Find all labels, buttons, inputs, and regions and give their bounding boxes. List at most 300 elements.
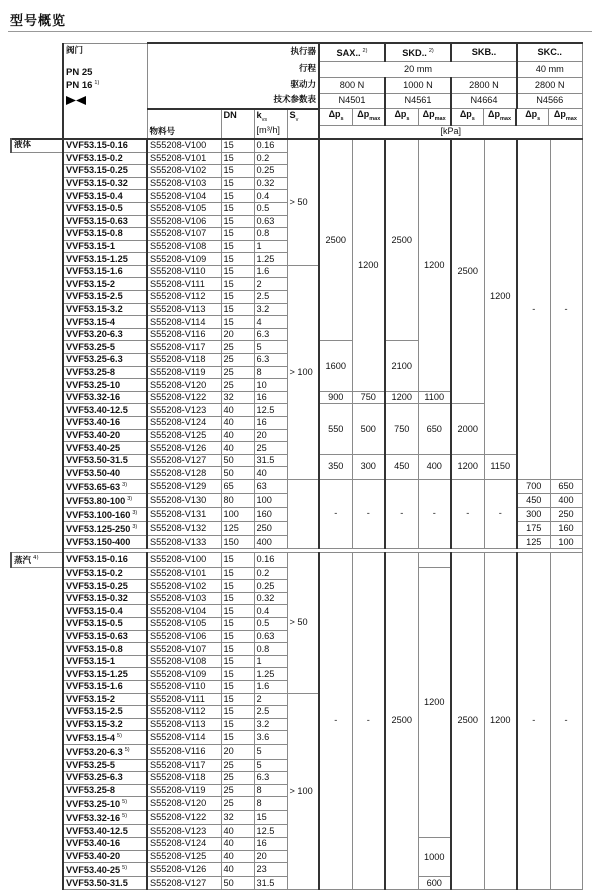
nominal-diameter: 15 bbox=[221, 177, 254, 190]
stroke-20mm: 20 mm bbox=[319, 62, 517, 78]
unit-kpa: [kPa] bbox=[440, 126, 461, 137]
material-number: S55208-V114 bbox=[147, 731, 221, 745]
kvs-value: 1.25 bbox=[254, 668, 287, 681]
nominal-diameter: 15 bbox=[221, 718, 254, 731]
model-number: VVF53.50-31.5 bbox=[63, 454, 147, 467]
valve-label: 阀门 bbox=[66, 45, 84, 56]
material-number: S55208-V120 bbox=[147, 379, 221, 392]
material-number: S55208-V119 bbox=[147, 366, 221, 379]
kvs-value: 23 bbox=[254, 863, 287, 877]
model-number: VVF53.15-0.5 bbox=[63, 202, 147, 215]
kvs-unit: [m³/h] bbox=[256, 125, 280, 136]
kvs-value: 63 bbox=[254, 479, 287, 493]
material-number: S55208-V103 bbox=[147, 592, 221, 605]
sax-pmax-value: - bbox=[352, 552, 385, 889]
material-number: S55208-V110 bbox=[147, 681, 221, 694]
kvs-value: 1.6 bbox=[254, 265, 287, 278]
kvs-value: 0.4 bbox=[254, 190, 287, 203]
kvs-value: 0.63 bbox=[254, 630, 287, 643]
material-number: S55208-V131 bbox=[147, 508, 221, 522]
nominal-diameter: 25 bbox=[221, 759, 254, 772]
kvs-value: 5 bbox=[254, 745, 287, 759]
skd-pmax-value: 600 bbox=[418, 877, 451, 890]
pn16-note: 1) bbox=[94, 79, 100, 86]
kvs-value: 3.2 bbox=[254, 718, 287, 731]
skd-pmax-value: 1100 bbox=[418, 391, 451, 404]
col-dps: $\Delta p_s$ bbox=[385, 109, 418, 125]
kvs-value: 2.5 bbox=[254, 291, 287, 304]
sax-pmax-value: - bbox=[352, 479, 385, 548]
material-number: S55208-V111 bbox=[147, 693, 221, 706]
nominal-diameter: 15 bbox=[221, 681, 254, 694]
kvs-value: 20 bbox=[254, 429, 287, 442]
nominal-diameter: 15 bbox=[221, 303, 254, 316]
skb-pmax-value: 1150 bbox=[484, 454, 517, 479]
material-number: S55208-V123 bbox=[147, 404, 221, 417]
nominal-diameter: 15 bbox=[221, 567, 254, 580]
kvs-value: 4 bbox=[254, 316, 287, 329]
kvs-value: 0.25 bbox=[254, 165, 287, 178]
sax-pmax-value: 500 bbox=[352, 404, 385, 454]
sv-value: > 50 bbox=[287, 139, 319, 265]
nominal-diameter: 15 bbox=[221, 630, 254, 643]
kvs-value: 250 bbox=[254, 522, 287, 536]
actuator-sax-note: 2) bbox=[362, 48, 368, 55]
model-number: VVF53.50-40 bbox=[63, 467, 147, 480]
skc-pmax-value: 160 bbox=[550, 522, 582, 536]
skb-pmax-value: 1200 bbox=[484, 139, 517, 454]
model-number: VVF53.15-2.5 bbox=[63, 706, 147, 719]
material-number: S55208-V116 bbox=[147, 328, 221, 341]
material-number: S55208-V116 bbox=[147, 745, 221, 759]
skb-ps-value: 1200 bbox=[451, 454, 484, 479]
material-number: S55208-V126 bbox=[147, 863, 221, 877]
material-number: S55208-V132 bbox=[147, 522, 221, 536]
skc-ps-value: - bbox=[517, 139, 550, 480]
kvs-value: 6.3 bbox=[254, 772, 287, 785]
kvs-value: 6.3 bbox=[254, 328, 287, 341]
material-number: S55208-V113 bbox=[147, 718, 221, 731]
actuator-skd: SKD.. bbox=[402, 48, 427, 59]
model-number: VVF53.15-2 bbox=[63, 693, 147, 706]
kvs-value: 1 bbox=[254, 655, 287, 668]
nominal-diameter: 15 bbox=[221, 228, 254, 241]
datasheet-sax: N4501 bbox=[319, 93, 385, 109]
col-dp-headers bbox=[319, 109, 582, 139]
page-title: 型号概览 bbox=[10, 14, 67, 29]
model-number: VVF53.25-10 bbox=[63, 379, 147, 392]
model-number: VVF53.15-0.16 bbox=[63, 139, 147, 152]
title-divider bbox=[8, 31, 592, 32]
model-number: VVF53.15-0.5 bbox=[63, 618, 147, 631]
material-number: S55208-V128 bbox=[147, 467, 221, 480]
material-number: S55208-V107 bbox=[147, 228, 221, 241]
nominal-diameter: 40 bbox=[221, 404, 254, 417]
skc-pmax-value: 250 bbox=[550, 508, 582, 522]
material-number: S55208-V119 bbox=[147, 784, 221, 797]
nominal-diameter: 25 bbox=[221, 797, 254, 811]
model-number: VVF53.15-1.25 bbox=[63, 668, 147, 681]
nominal-diameter: 15 bbox=[221, 592, 254, 605]
nominal-diameter: 15 bbox=[221, 693, 254, 706]
nominal-diameter: 100 bbox=[221, 508, 254, 522]
skb-pmax-value: 1200 bbox=[484, 552, 517, 889]
model-number: VVF53.40-16 bbox=[63, 838, 147, 851]
material-number: S55208-V106 bbox=[147, 630, 221, 643]
model-number: VVF53.80-100 $^{3)}$ bbox=[63, 494, 147, 508]
skd-ps-value: 2100 bbox=[385, 341, 418, 391]
kvs-value: 0.5 bbox=[254, 618, 287, 631]
sax-ps-value: 900 bbox=[319, 391, 352, 404]
stroke-40mm: 40 mm bbox=[517, 62, 582, 78]
model-number: VVF53.40-25 bbox=[63, 442, 147, 455]
force-skd: 1000 N bbox=[385, 77, 451, 93]
material-number: S55208-V102 bbox=[147, 580, 221, 593]
skd-pmax-value: 400 bbox=[418, 454, 451, 479]
material-number: S55208-V101 bbox=[147, 567, 221, 580]
nominal-diameter: 15 bbox=[221, 618, 254, 631]
skd-pmax-value: 1000 bbox=[418, 838, 451, 877]
nominal-diameter: 15 bbox=[221, 655, 254, 668]
nominal-diameter: 25 bbox=[221, 341, 254, 354]
force-skc: 2800 N bbox=[517, 77, 582, 93]
model-number: VVF53.15-3.2 bbox=[63, 303, 147, 316]
sv-label: S bbox=[289, 109, 296, 120]
material-number: S55208-V123 bbox=[147, 825, 221, 838]
material-number: S55208-V107 bbox=[147, 643, 221, 656]
nominal-diameter: 125 bbox=[221, 522, 254, 536]
model-number: VVF53.25-6.3 bbox=[63, 772, 147, 785]
nominal-diameter: 40 bbox=[221, 417, 254, 430]
valve-header bbox=[63, 43, 147, 109]
model-number: VVF53.15-0.2 bbox=[63, 152, 147, 165]
nominal-diameter: 15 bbox=[221, 165, 254, 178]
actuator-sax: SAX.. bbox=[336, 48, 361, 59]
kvs-value: 2 bbox=[254, 278, 287, 291]
kvs-value: 2.5 bbox=[254, 706, 287, 719]
material-number: S55208-V129 bbox=[147, 479, 221, 493]
model-overview-table bbox=[10, 42, 583, 890]
model-number: VVF53.15-2 bbox=[63, 278, 147, 291]
col-dps: $\Delta p_s$ bbox=[320, 109, 353, 125]
header-row-actuator bbox=[11, 43, 582, 62]
kvs-value: 3.6 bbox=[254, 731, 287, 745]
model-number: VVF53.15-0.32 bbox=[63, 177, 147, 190]
skc-ps-value: 300 bbox=[517, 508, 550, 522]
stroke-label: 行程 bbox=[147, 62, 319, 78]
kvs-value: 8 bbox=[254, 797, 287, 811]
skc-ps-value: 700 bbox=[517, 479, 550, 493]
sax-ps-value: 1600 bbox=[319, 341, 352, 391]
actuator-skb: SKB.. bbox=[471, 47, 497, 58]
col-dpmax: $\Delta p_{max}$ bbox=[418, 109, 451, 125]
actuator-label: 执行器 bbox=[147, 43, 319, 62]
two-way-valve-icon bbox=[66, 96, 86, 105]
datasheet-skc: N4566 bbox=[517, 93, 582, 109]
skb-pmax-value: - bbox=[484, 479, 517, 548]
kvs-value: 31.5 bbox=[254, 877, 287, 890]
nominal-diameter: 15 bbox=[221, 265, 254, 278]
material-number: S55208-V103 bbox=[147, 177, 221, 190]
nominal-diameter: 40 bbox=[221, 442, 254, 455]
nominal-diameter: 15 bbox=[221, 278, 254, 291]
col-material: 物料号 bbox=[147, 109, 221, 139]
kvs-value: 1.6 bbox=[254, 681, 287, 694]
kvs-value: 15 bbox=[254, 811, 287, 825]
model-number: VVF53.15-0.25 bbox=[63, 165, 147, 178]
model-number: VVF53.15-0.16 bbox=[63, 552, 147, 567]
skb-ps-value: - bbox=[451, 479, 484, 548]
kvs-value: 16 bbox=[254, 391, 287, 404]
model-number: VVF53.40-12.5 bbox=[63, 825, 147, 838]
kvs-value: 0.4 bbox=[254, 605, 287, 618]
skd-pmax-value bbox=[418, 552, 451, 567]
kvs-value: 400 bbox=[254, 536, 287, 549]
material-number: S55208-V125 bbox=[147, 429, 221, 442]
kvs-value: 25 bbox=[254, 442, 287, 455]
skc-pmax-value: - bbox=[550, 139, 582, 480]
force-sax: 800 N bbox=[319, 77, 385, 93]
material-number: S55208-V127 bbox=[147, 877, 221, 890]
material-number: S55208-V100 bbox=[147, 139, 221, 152]
col-dpmax: $\Delta p_{max}$ bbox=[353, 109, 386, 125]
kvs-value: 8 bbox=[254, 366, 287, 379]
col-dpmax: $\Delta p_{max}$ bbox=[549, 109, 582, 125]
nominal-diameter: 25 bbox=[221, 354, 254, 367]
model-number: VVF53.15-0.63 bbox=[63, 215, 147, 228]
kvs-value: 10 bbox=[254, 379, 287, 392]
datasheet-skb: N4664 bbox=[451, 93, 517, 109]
nominal-diameter: 15 bbox=[221, 152, 254, 165]
model-number: VVF53.15-4 $^{5)}$ bbox=[63, 731, 147, 745]
model-number: VVF53.150-400 bbox=[63, 536, 147, 549]
kvs-value: 1.25 bbox=[254, 253, 287, 266]
force-skb: 2800 N bbox=[451, 77, 517, 93]
model-number: VVF53.15-0.63 bbox=[63, 630, 147, 643]
nominal-diameter: 15 bbox=[221, 202, 254, 215]
model-number: VVF53.15-0.8 bbox=[63, 228, 147, 241]
nominal-diameter: 15 bbox=[221, 215, 254, 228]
skd-ps-value: 1200 bbox=[385, 391, 418, 404]
material-number: S55208-V117 bbox=[147, 341, 221, 354]
nominal-diameter: 15 bbox=[221, 253, 254, 266]
skd-pmax-value: - bbox=[418, 479, 451, 548]
kvs-value: 16 bbox=[254, 417, 287, 430]
kvs-value: 160 bbox=[254, 508, 287, 522]
model-number: VVF53.65-63 $^{3)}$ bbox=[63, 479, 147, 493]
material-number: S55208-V125 bbox=[147, 850, 221, 863]
kvs-value: 5 bbox=[254, 341, 287, 354]
material-number: S55208-V130 bbox=[147, 494, 221, 508]
sax-pmax-value: 750 bbox=[352, 391, 385, 404]
kvs-value: 5 bbox=[254, 759, 287, 772]
nominal-diameter: 15 bbox=[221, 240, 254, 253]
header-row-columns bbox=[11, 109, 582, 139]
kvs-value: 0.2 bbox=[254, 152, 287, 165]
kvs-value: 100 bbox=[254, 494, 287, 508]
material-number: S55208-V112 bbox=[147, 706, 221, 719]
nominal-diameter: 65 bbox=[221, 479, 254, 493]
sv-sub: v bbox=[295, 116, 299, 123]
sax-ps-value: - bbox=[319, 552, 352, 889]
sax-pmax-value: 1200 bbox=[352, 139, 385, 391]
kvs-value: 3.2 bbox=[254, 303, 287, 316]
sax-ps-value: 550 bbox=[319, 404, 352, 454]
kvs-value: 6.3 bbox=[254, 354, 287, 367]
material-number: S55208-V111 bbox=[147, 278, 221, 291]
material-number: S55208-V120 bbox=[147, 797, 221, 811]
nominal-diameter: 50 bbox=[221, 454, 254, 467]
steam-row bbox=[11, 552, 582, 567]
skb-ps-value: 2500 bbox=[451, 139, 484, 404]
model-number: VVF53.15-1 bbox=[63, 655, 147, 668]
nominal-diameter: 50 bbox=[221, 877, 254, 890]
nominal-diameter: 25 bbox=[221, 379, 254, 392]
medium-blank bbox=[11, 567, 63, 889]
model-number: VVF53.15-1 bbox=[63, 240, 147, 253]
kvs-value: 0.8 bbox=[254, 643, 287, 656]
model-number: VVF53.15-0.2 bbox=[63, 567, 147, 580]
model-number: VVF53.50-31.5 bbox=[63, 877, 147, 890]
model-number: VVF53.15-0.4 bbox=[63, 605, 147, 618]
model-number: VVF53.15-0.25 bbox=[63, 580, 147, 593]
blank-under-valve bbox=[63, 109, 147, 139]
material-number: S55208-V101 bbox=[147, 152, 221, 165]
nominal-diameter: 32 bbox=[221, 811, 254, 825]
material-number: S55208-V117 bbox=[147, 759, 221, 772]
kvs-label: k bbox=[256, 109, 262, 120]
model-number: VVF53.15-1.6 bbox=[63, 265, 147, 278]
nominal-diameter: 20 bbox=[221, 745, 254, 759]
actuator-skc: SKC.. bbox=[537, 47, 562, 58]
model-number: VVF53.40-20 bbox=[63, 429, 147, 442]
nominal-diameter: 25 bbox=[221, 772, 254, 785]
sv-value: > 50 bbox=[287, 552, 319, 693]
nominal-diameter: 40 bbox=[221, 850, 254, 863]
nominal-diameter: 80 bbox=[221, 494, 254, 508]
sax-ps-value: 350 bbox=[319, 454, 352, 479]
material-number: S55208-V112 bbox=[147, 291, 221, 304]
skd-ps-value: 2500 bbox=[385, 139, 418, 341]
model-number: VVF53.20-6.3 bbox=[63, 328, 147, 341]
model-number: VVF53.25-6.3 bbox=[63, 354, 147, 367]
sax-pmax-value: 300 bbox=[352, 454, 385, 479]
kvs-value: 0.63 bbox=[254, 215, 287, 228]
nominal-diameter: 50 bbox=[221, 467, 254, 480]
col-kvs bbox=[254, 109, 287, 139]
liquid-row bbox=[11, 139, 582, 152]
kvs-sub: vs bbox=[261, 116, 268, 123]
skd-pmax-value: 1200 bbox=[418, 139, 451, 391]
header-blank bbox=[11, 43, 63, 139]
material-number: S55208-V109 bbox=[147, 668, 221, 681]
kvs-value: 40 bbox=[254, 467, 287, 480]
sax-ps-value: - bbox=[319, 479, 352, 548]
model-number: VVF53.15-1.6 bbox=[63, 681, 147, 694]
nominal-diameter: 25 bbox=[221, 366, 254, 379]
material-number: S55208-V133 bbox=[147, 536, 221, 549]
material-number: S55208-V114 bbox=[147, 316, 221, 329]
material-number: S55208-V118 bbox=[147, 354, 221, 367]
material-number: S55208-V122 bbox=[147, 811, 221, 825]
kvs-value: 0.8 bbox=[254, 228, 287, 241]
steam-medium-label: 蒸汽 $^{4)}$ bbox=[11, 552, 63, 567]
medium-blank bbox=[11, 152, 63, 548]
material-number: S55208-V113 bbox=[147, 303, 221, 316]
skd-ps-value: - bbox=[385, 479, 418, 548]
kvs-value: 0.5 bbox=[254, 202, 287, 215]
model-number: VVF53.40-20 bbox=[63, 850, 147, 863]
model-number: VVF53.125-250 $^{3)}$ bbox=[63, 522, 147, 536]
model-number: VVF53.25-5 bbox=[63, 759, 147, 772]
liquid-row bbox=[11, 479, 582, 493]
model-number: VVF53.40-12.5 bbox=[63, 404, 147, 417]
material-number: S55208-V106 bbox=[147, 215, 221, 228]
nominal-diameter: 15 bbox=[221, 580, 254, 593]
skc-ps-value: 175 bbox=[517, 522, 550, 536]
model-number: VVF53.15-4 bbox=[63, 316, 147, 329]
model-number: VVF53.15-0.8 bbox=[63, 643, 147, 656]
nominal-diameter: 15 bbox=[221, 605, 254, 618]
skc-pmax-value: 650 bbox=[550, 479, 582, 493]
material-number: S55208-V109 bbox=[147, 253, 221, 266]
material-number: S55208-V110 bbox=[147, 265, 221, 278]
material-number: S55208-V105 bbox=[147, 202, 221, 215]
kvs-value: 0.32 bbox=[254, 592, 287, 605]
kvs-value: 2 bbox=[254, 693, 287, 706]
col-dn: DN bbox=[221, 109, 254, 139]
col-dps: $\Delta p_s$ bbox=[451, 109, 484, 125]
model-number: VVF53.15-1.25 bbox=[63, 253, 147, 266]
model-number: VVF53.15-0.4 bbox=[63, 190, 147, 203]
nominal-diameter: 40 bbox=[221, 429, 254, 442]
material-number: S55208-V105 bbox=[147, 618, 221, 631]
skd-pmax-value: 650 bbox=[418, 404, 451, 454]
nominal-diameter: 15 bbox=[221, 552, 254, 567]
material-number: S55208-V102 bbox=[147, 165, 221, 178]
skc-ps-value: 125 bbox=[517, 536, 550, 549]
kvs-value: 0.25 bbox=[254, 580, 287, 593]
model-number: VVF53.32-16 $^{5)}$ bbox=[63, 811, 147, 825]
force-label: 驱动力 bbox=[147, 77, 319, 93]
kvs-value: 0.16 bbox=[254, 552, 287, 567]
kvs-value: 12.5 bbox=[254, 404, 287, 417]
material-number: S55208-V108 bbox=[147, 655, 221, 668]
kvs-value: 12.5 bbox=[254, 825, 287, 838]
model-number: VVF53.32-16 bbox=[63, 391, 147, 404]
model-number: VVF53.40-16 bbox=[63, 417, 147, 430]
skb-ps-value: 2500 bbox=[451, 552, 484, 889]
material-number: S55208-V108 bbox=[147, 240, 221, 253]
nominal-diameter: 40 bbox=[221, 825, 254, 838]
model-number: VVF53.25-10 $^{5)}$ bbox=[63, 797, 147, 811]
col-sv bbox=[287, 109, 319, 139]
nominal-diameter: 15 bbox=[221, 643, 254, 656]
nominal-diameter: 15 bbox=[221, 668, 254, 681]
model-number: VVF53.25-5 bbox=[63, 341, 147, 354]
actuator-skd-note: 2) bbox=[428, 48, 434, 55]
nominal-diameter: 15 bbox=[221, 731, 254, 745]
kvs-value: 20 bbox=[254, 850, 287, 863]
model-number: VVF53.15-0.32 bbox=[63, 592, 147, 605]
material-number: S55208-V104 bbox=[147, 605, 221, 618]
nominal-diameter: 15 bbox=[221, 139, 254, 152]
model-number: VVF53.15-2.5 bbox=[63, 291, 147, 304]
sv-value bbox=[287, 479, 319, 548]
kvs-value: 0.2 bbox=[254, 567, 287, 580]
skc-ps-value: - bbox=[517, 552, 550, 889]
nominal-diameter: 15 bbox=[221, 706, 254, 719]
